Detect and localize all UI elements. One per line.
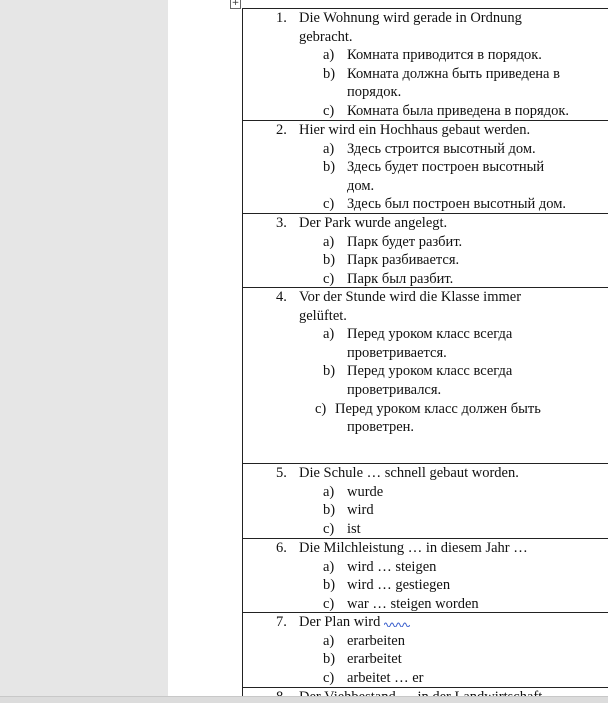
option-text: erarbeitet	[347, 651, 402, 668]
option-text: arbeitet … er	[347, 669, 424, 686]
option-text: wird … gestiegen	[347, 577, 451, 594]
option-text: Комната должна быть приведена в	[347, 65, 560, 82]
question-row-2	[243, 120, 608, 213]
table-move-handle-icon[interactable]: +	[231, 0, 240, 8]
option-text-continued: проветривался.	[347, 381, 442, 398]
option-label: b)	[323, 577, 336, 594]
option-label: c)	[323, 669, 335, 686]
question-number: 3.	[276, 215, 287, 231]
spellcheck-squiggle-icon	[384, 621, 410, 627]
question-text: Der Plan wird	[299, 614, 381, 630]
question-text-continued: gelüftet.	[299, 307, 347, 324]
question-number: 1.	[276, 10, 287, 26]
question-number: 2.	[276, 122, 287, 138]
question-number: 6.	[276, 540, 287, 556]
option-label: c)	[315, 400, 327, 417]
option-label: a)	[323, 632, 335, 649]
option-text: Перед уроком класс всегда	[347, 326, 513, 343]
option-label: c)	[323, 196, 335, 213]
question-row-3	[243, 213, 608, 287]
option-text-continued: порядок.	[347, 84, 402, 101]
option-label: b)	[323, 363, 336, 380]
option-label: c)	[323, 520, 335, 537]
question-number: 4.	[276, 289, 287, 305]
option-text: Здесь был построен высотный дом.	[347, 196, 567, 213]
option-label: a)	[323, 140, 335, 157]
option-text: ist	[347, 520, 361, 537]
option-text-continued: проветрен.	[347, 419, 415, 436]
option-label: a)	[323, 326, 335, 343]
option-text-continued: дом.	[347, 177, 375, 194]
option-label: c)	[323, 595, 335, 612]
option-text: Перед уроком класс должен быть	[335, 400, 541, 417]
question-text: Der Park wurde angelegt.	[299, 215, 448, 231]
option-label: a)	[323, 558, 335, 575]
question-text: Hier wird ein Hochhaus gebaut werden.	[299, 122, 531, 138]
question-text: Die Milchleistung … in diesem Jahr …	[299, 540, 528, 556]
option-label: a)	[323, 483, 335, 500]
question-row-7	[243, 612, 608, 687]
option-label: b)	[323, 65, 336, 82]
option-text: erarbeiten	[347, 632, 405, 649]
option-text: Парк был разбит.	[347, 270, 454, 287]
left-gray-margin	[0, 0, 168, 702]
document-page	[168, 0, 608, 702]
question-text: Vor der Stunde wird die Klasse immer	[299, 289, 522, 305]
option-text: Комната приводится в порядок.	[347, 47, 542, 64]
option-text: Здесь строится высотный дом.	[347, 140, 536, 157]
option-text: wird … steigen	[347, 558, 437, 575]
option-text: Перед уроком класс всегда	[347, 363, 513, 380]
option-label: c)	[323, 270, 335, 287]
questions-table	[242, 8, 608, 702]
question-row-1	[243, 8, 608, 120]
option-label: b)	[323, 252, 336, 269]
option-text: wurde	[347, 483, 384, 500]
option-label: c)	[323, 102, 335, 119]
option-text: wird	[347, 502, 374, 519]
option-text: Здесь будет построен высотный	[347, 159, 545, 176]
option-text: Парк будет разбит.	[347, 233, 463, 250]
option-text-continued: проветривается.	[347, 344, 447, 361]
option-text: Комната была приведена в порядок.	[347, 102, 570, 119]
option-text: Парк разбивается.	[347, 252, 460, 269]
option-text: war … steigen worden	[347, 595, 479, 612]
question-row-6	[243, 538, 608, 612]
question-text: Die Schule … schnell gebaut worden.	[299, 465, 519, 481]
question-text: Die Wohnung wird gerade in Ordnung	[299, 10, 522, 26]
option-label: a)	[323, 233, 335, 250]
question-row-4	[243, 287, 608, 463]
option-label: b)	[323, 651, 336, 668]
option-label: b)	[323, 159, 336, 176]
question-text-continued: gebracht.	[299, 28, 353, 45]
option-label: a)	[323, 47, 335, 64]
question-number: 5.	[276, 465, 287, 481]
question-row-5	[243, 463, 608, 538]
option-label: b)	[323, 502, 336, 519]
question-number: 7.	[276, 614, 287, 630]
